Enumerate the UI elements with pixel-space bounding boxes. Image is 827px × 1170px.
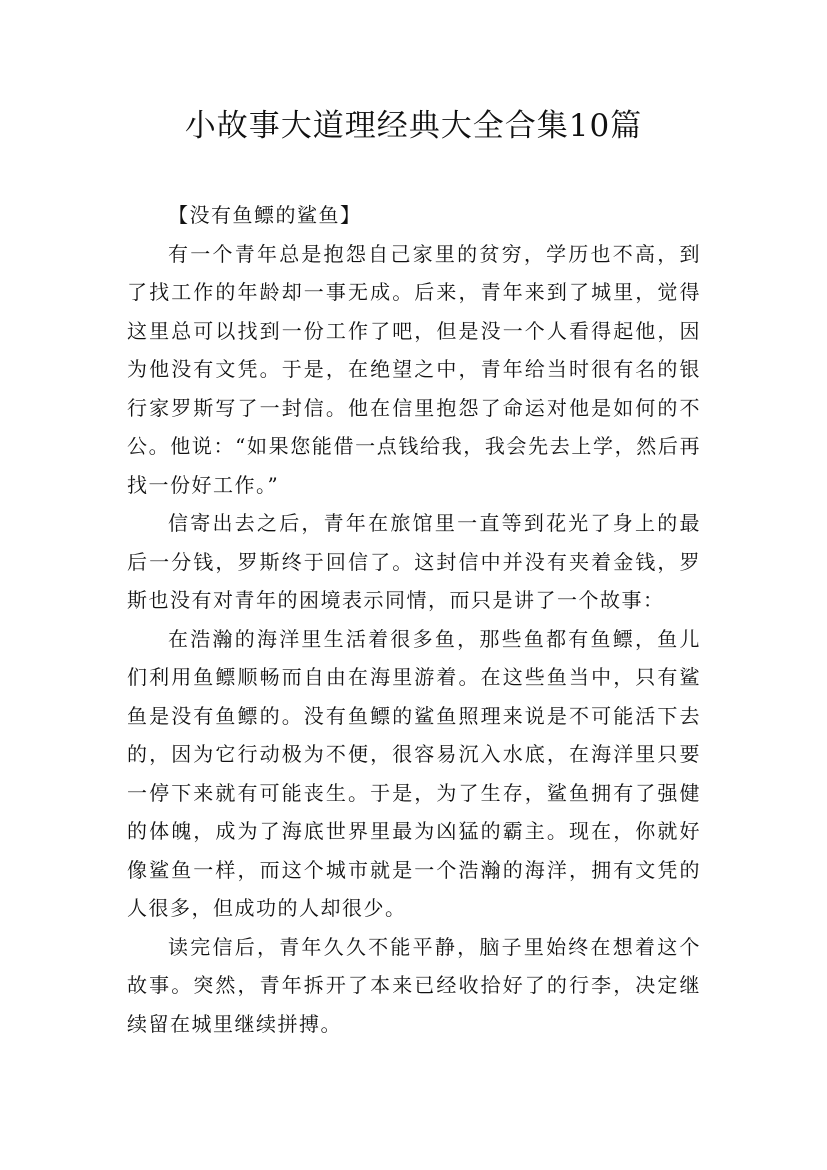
paragraph-2: 信寄出去之后，青年在旅馆里一直等到花光了身上的最后一分钱，罗斯终于回信了。这封信中并没有夹着金钱，罗斯也没有对青年的困境表示同情，而只是讲了一个故事：	[127, 511, 701, 612]
section-heading: 【没有鱼鳔的鲨鱼】	[168, 203, 362, 227]
document-body	[127, 196, 701, 1043]
paragraph-3: 在浩瀚的海洋里生活着很多鱼，那些鱼都有鱼鳔，鱼儿们利用鱼鳔顺畅而自由在海里游着。在这些鱼当中，只有鲨鱼是没有鱼鳔的。没有鱼鳔的鲨鱼照理来说是不可能活下去的，因为它行动极为不便，很容易沉入水底，在海洋里只要一停下来就有可能丧生。于是，为了生存，鲨鱼拥有了强健的体魄，成为了海底世界里最为凶猛的霸主。现在，你就好像鲨鱼一样，而这个城市就是一个浩瀚的海洋，拥有文凭的人很多，但成功的人却很少。	[127, 626, 701, 920]
document-title: 小故事大道理经典大全合集10篇	[184, 108, 643, 144]
paragraph-4: 读完信后，青年久久不能平静，脑子里始终在想着这个故事。突然，青年拆开了本来已经收拾好了的行李，决定继续留在城里继续拼搏。	[127, 934, 701, 1036]
paragraph-1: 有一个青年总是抱怨自己家里的贫穷，学历也不高，到了找工作的年龄却一事无成。后来，青年来到了城里，觉得这里总可以找到一份工作了吧，但是没一个人看得起他，因为他没有文凭。于是，在绝望之中，青年给当时很有名的银行家罗斯写了一封信。他在信里抱怨了命运对他是如何的不公。他说：“如果您能借一点钱给我，我会先去上学，然后再找一份好工作。”	[127, 241, 701, 497]
